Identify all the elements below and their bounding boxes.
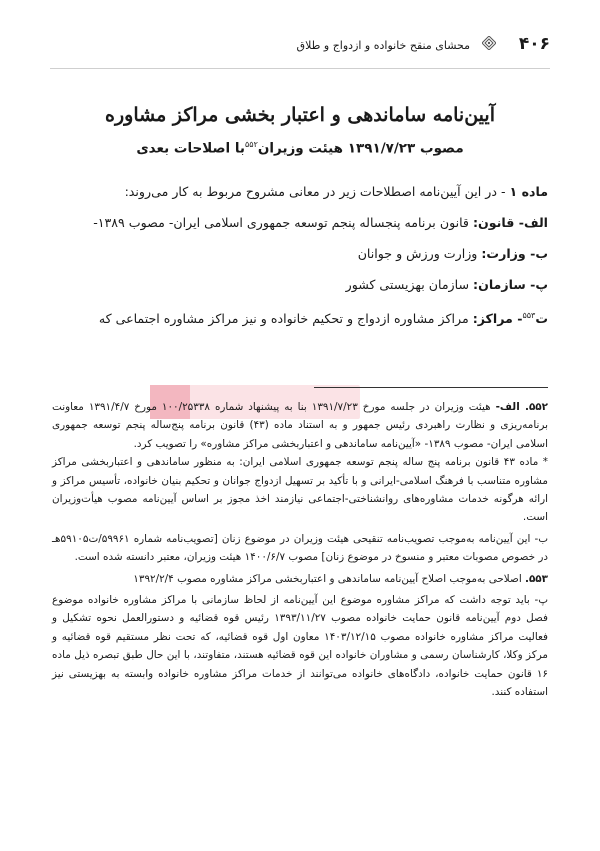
subtitle-main: مصوب ۱۳۹۱/۷/۲۳ هیئت وزیران <box>257 140 464 157</box>
document-subtitle <box>40 140 560 157</box>
header-divider <box>50 68 550 69</box>
footnote-text: * ماده ۴۳ قانون برنامه پنج ساله پنجم توسعه جمهوری اسلامی ایران: به منظور ساماندهی و اعتباربخشی مراکز مشاوره متناسب با فرهنگ اسلامی-ایرانی و با تأکید بر تسهیل ازدواج جوانان و تحکیم بنیان خانواده، تأسیس مراکز و ارائه هرگونه خدمات مشاوره‌های روانشناختی-اجتماعی نیازمند اخذ مجوز بر اساس آیین‌نامه مصوب هیأت‌وزیران است. <box>52 456 548 524</box>
definition-term: - مراکز: <box>472 311 523 327</box>
footnote-ref-552[interactable]: ۵۵۲ <box>245 140 258 149</box>
definition-text: سازمان بهزیستی کشور <box>345 277 474 292</box>
footnote-text: هیئت وزیران در جلسه مورخ ۱۳۹۱/۷/۲۳ بنا به پیشنهاد شماره ۱۰۰/۲۵۳۳۸ مورخ ۱۳۹۱/۴/۷ معاونت برنامه‌ریزی و نظارت راهبردی رئیس جمهور و به استناد ماده (۴۳) قانون برنامه پنج‌ساله پنجم توسعه جمهوری اسلامی ایران- مصوب ۱۳۸۹- «آیین‌نامه ساماندهی و اعتباربخشی مراکز مشاوره» را تصویب کرد. <box>52 401 548 450</box>
footnote <box>52 530 548 567</box>
document-title: آیین‌نامه ساماندهی و اعتبار بخشی مراکز مشاوره <box>105 104 495 126</box>
page-header <box>50 34 550 62</box>
definition-item <box>52 238 548 269</box>
running-title: محشای منقح خانواده و ازدواج و طلاق <box>296 39 470 52</box>
footnote <box>52 398 548 453</box>
article-label: ماده ۱ <box>509 184 548 199</box>
definition-item <box>52 269 548 300</box>
definition-text: مراکز مشاوره ازدواج و تحکیم خانواده و نیز مراکز مشاوره اجتماعی که <box>98 311 473 327</box>
definition-term: ب- وزارت: <box>481 246 548 261</box>
definition-text: وزارت ورزش و جوانان <box>357 246 482 261</box>
footnote-label: ۵۵۳. <box>525 572 548 585</box>
definition-item <box>52 207 548 238</box>
footnotes <box>52 398 548 702</box>
footnote <box>52 453 548 527</box>
page-number: ۴۰۶ <box>518 34 550 54</box>
footnote-text: اصلاحی به‌موجب اصلاح آیین‌نامه ساماندهی و اعتباربخشی مراکز مشاوره مصوب ۱۳۹۲/۲/۴ <box>133 572 526 585</box>
definition-term: الف- قانون: <box>472 215 548 230</box>
footnote-ref-553[interactable]: ۵۵۳ <box>522 311 536 320</box>
footnote <box>52 570 548 588</box>
diamond-ornament-icon <box>482 36 496 50</box>
definition-text: قانون برنامه پنجساله پنجم توسعه جمهوری اسلامی ایران- مصوب ۱۳۸۹- <box>93 215 473 230</box>
article-text: - در این آیین‌نامه اصطلاحات زیر در معانی مشروح مربوط به کار می‌روند: <box>124 184 510 199</box>
article-1 <box>52 176 548 207</box>
subtitle-tail: با اصلاحات بعدی <box>136 140 245 157</box>
footnote-divider <box>314 387 548 388</box>
footnote-text: ب- این آیین‌نامه به‌موجب تصویب‌نامه تنقیحی هیئت وزیران در موضوع زنان [تصویب‌نامه شماره ۵۹۹۶۱/ت۵۹۱۰۵هـ در خصوص مصوبات معتبر و منسوخ در موضوع زنان] مصوب ۱۴۰۰/۶/۷ هیئت وزیران، معتبر دانسته شده است. <box>52 532 548 564</box>
footnote-text: پ- باید توجه داشت که مراکز مشاوره موضوع این آیین‌نامه از لحاظ سازمانی با مراکز مشاوره خانواده موضوع فصل دوم آیین‌نامه قانون حمایت خانواده مصوب ۱۳۹۳/۱۱/۲۷ رئیس قوه قضائیه و دستورالعمل نحوه تشکیل و فعالیت مراکز مشاوره خانواده مصوب ۱۴۰۳/۱۲/۱۵ معاون اول قوه قضائیه، که تحت نظر مستقیم قوه قضائیه و مرکز وکلا، کارشناسان رسمی و مشاوران خانواده این قوه قضائیه هستند، متفاوتند، با این حال طبق تبصره ذیل ماده ۱۶ قانون حمایت خانواده، دادگاه‌های خانواده می‌توانند از خدمات مراکز مشاوره خانواده وابسته به بهزیستی نیز استفاده کنند. <box>52 594 549 699</box>
definition-term: پ- سازمان: <box>473 277 548 292</box>
body-text <box>52 176 548 334</box>
footnote-label: ۵۵۲. الف- <box>495 401 548 413</box>
definition-term: ت <box>535 311 548 327</box>
footnote <box>52 591 548 701</box>
definition-item <box>52 300 548 334</box>
